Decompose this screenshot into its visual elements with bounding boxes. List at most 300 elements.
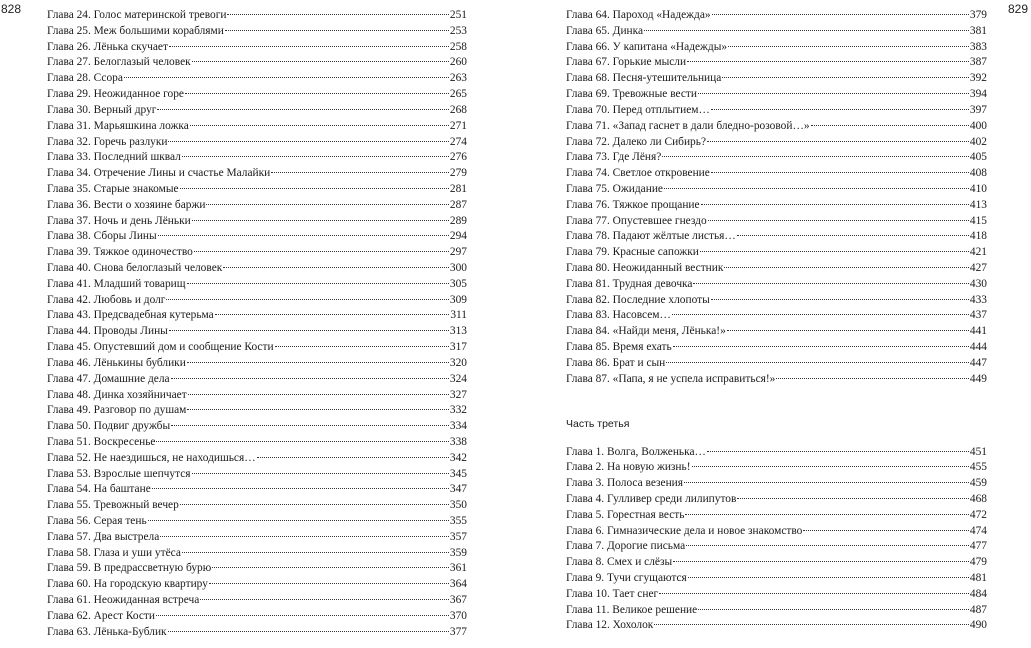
dot-leader (182, 552, 449, 553)
page-number: 490 (969, 619, 987, 632)
page-number: 338 (449, 435, 467, 448)
dot-leader (166, 299, 448, 300)
dot-leader (168, 631, 449, 632)
dot-leader (148, 520, 449, 521)
dot-leader (662, 156, 969, 157)
chapter-title: Глава 36. Вести о хозяине баржи (47, 198, 206, 211)
page-number: 294 (449, 230, 467, 243)
toc-entry (566, 24, 987, 40)
toc-entry (566, 87, 987, 103)
dot-leader (737, 498, 969, 499)
toc-entry (566, 372, 987, 388)
page-number: 468 (969, 492, 987, 505)
page-number: 279 (449, 167, 467, 180)
chapter-title: Глава 79. Красные сапожки (566, 246, 699, 259)
page-number: 418 (969, 230, 987, 243)
chapter-title: Глава 68. Песня-утешительница (566, 72, 722, 85)
page-number: 345 (449, 467, 467, 480)
toc-entry (566, 555, 987, 571)
toc-entry (566, 119, 987, 135)
toc-entry (47, 546, 467, 562)
dot-leader (698, 93, 969, 94)
chapter-title: Глава 29. Неожиданное горе (47, 88, 184, 101)
chapter-title: Глава 31. Марьяшкина ложка (47, 119, 189, 132)
dot-leader (711, 299, 969, 300)
chapter-title: Глава 1. Волга, Волженька… (566, 445, 706, 458)
page-number: 324 (449, 372, 467, 385)
page-number: 274 (449, 135, 467, 148)
dot-leader (180, 188, 449, 189)
page-number: 397 (969, 103, 987, 116)
toc-entry (47, 166, 467, 182)
chapter-title: Глава 27. Белоглазый человек (47, 56, 191, 69)
chapter-title: Глава 4. Гулливер среди лилипутов (566, 492, 737, 505)
page-number: 347 (449, 483, 467, 496)
toc-entry (566, 308, 987, 324)
dot-leader (654, 624, 969, 625)
toc-entry (47, 514, 467, 530)
dot-leader (711, 109, 969, 110)
chapter-title: Глава 32. Горечь разлуки (47, 135, 168, 148)
chapter-title: Глава 76. Тяжкое прощание (566, 198, 700, 211)
chapter-title: Глава 86. Брат и сын (566, 356, 666, 369)
toc-entry (47, 419, 467, 435)
page-number: 334 (449, 420, 467, 433)
chapter-title: Глава 10. Тает снег (566, 587, 659, 600)
dot-leader (275, 346, 449, 347)
dot-leader (673, 346, 969, 347)
chapter-title: Глава 33. Последний шквал (47, 151, 181, 164)
toc-entry (47, 40, 467, 56)
chapter-title: Глава 52. Не наездишься, не находишься… (47, 451, 256, 464)
toc-entry (47, 482, 467, 498)
toc-entry (47, 135, 467, 151)
dot-leader (811, 125, 969, 126)
toc-entry (47, 261, 467, 277)
chapter-title: Глава 3. Полоса везения (566, 477, 684, 490)
page-number: 402 (969, 135, 987, 148)
page-number: 370 (449, 609, 467, 622)
toc-entry (566, 508, 987, 524)
chapter-title: Глава 35. Старые знакомые (47, 182, 179, 195)
chapter-title: Глава 73. Где Лёня? (566, 151, 662, 164)
dot-leader (206, 204, 448, 205)
dot-leader (200, 599, 449, 600)
chapter-title: Глава 70. Перед отплытием… (566, 103, 710, 116)
chapter-title: Глава 8. Смех и слёзы (566, 556, 673, 569)
chapter-title: Глава 87. «Папа, я не успела исправиться!» (566, 372, 776, 385)
toc-entry (47, 87, 467, 103)
toc-entry (47, 435, 467, 451)
toc-entry (47, 451, 467, 467)
dot-leader (157, 109, 448, 110)
toc-entry (47, 372, 467, 388)
dot-leader (659, 593, 969, 594)
toc-entry (47, 182, 467, 198)
dot-leader (693, 283, 968, 284)
page-number: 350 (449, 499, 467, 512)
chapter-title: Глава 51. Воскресенье (47, 435, 156, 448)
page-number: 271 (449, 119, 467, 132)
page-number: 415 (969, 214, 987, 227)
page-number: 481 (969, 572, 987, 584)
toc-entry (47, 403, 467, 419)
chapter-title: Глава 11. Великое решение (566, 603, 698, 616)
chapter-title: Глава 85. Время ехать (566, 341, 672, 354)
dot-leader (708, 220, 969, 221)
dot-leader (156, 615, 449, 616)
page-number: 437 (969, 309, 987, 322)
page-number: 309 (449, 293, 467, 306)
toc-entry (566, 55, 987, 71)
chapter-title: Глава 42. Любовь и долг (47, 293, 166, 306)
toc-entry (566, 198, 987, 214)
page-number: 281 (449, 182, 467, 195)
page-number: 451 (969, 445, 987, 458)
chapter-title: Глава 66. У капитана «Надежды» (566, 40, 728, 53)
dot-leader (803, 530, 969, 531)
toc-entry (47, 308, 467, 324)
chapter-title: Глава 78. Падают жёлтые листья… (566, 230, 736, 243)
dot-leader (700, 251, 969, 252)
chapter-title: Глава 56. Серая тень (47, 515, 147, 527)
toc-entry (566, 135, 987, 151)
dot-leader (156, 441, 448, 442)
toc-entry (47, 55, 467, 71)
dot-leader (724, 267, 969, 268)
chapter-title: Глава 77. Опустевшее гнездо (566, 214, 707, 227)
dot-leader (673, 561, 969, 562)
page-number: 357 (449, 530, 467, 543)
toc-entry (566, 324, 987, 340)
dot-leader (666, 362, 969, 363)
dot-leader (707, 451, 969, 452)
page-number: 479 (969, 556, 987, 569)
chapter-title: Глава 72. Далеко ли Сибирь? (566, 135, 707, 148)
toc-entry (47, 8, 467, 24)
chapter-title: Глава 12. Хохолок (566, 619, 654, 632)
page-number: 287 (449, 198, 467, 211)
dot-leader (225, 30, 449, 31)
chapter-title: Глава 80. Неожиданный вестник (566, 262, 724, 274)
page-number: 447 (969, 356, 987, 369)
page-number: 459 (969, 477, 987, 490)
chapter-title: Глава 25. Меж большими кораблями (47, 24, 224, 37)
dot-leader (664, 188, 969, 189)
page-number: 265 (449, 88, 467, 101)
dot-leader (685, 514, 968, 515)
toc-entry (566, 587, 987, 603)
chapter-title: Глава 9. Тучи сгущаются (566, 572, 687, 584)
dot-leader (672, 314, 969, 315)
dot-leader (688, 577, 969, 578)
chapter-title: Глава 28. Ссора (47, 72, 123, 85)
dot-leader (192, 473, 449, 474)
page-number: 367 (449, 594, 467, 607)
page-number: 251 (449, 9, 467, 21)
chapter-title: Глава 50. Подвиг дружбы (47, 420, 171, 433)
chapter-title: Глава 43. Предсвадебная кутерьма (47, 309, 214, 322)
toc-entry (47, 625, 467, 641)
page-number: 433 (969, 293, 987, 306)
chapter-title: Глава 44. Проводы Лины (47, 325, 168, 338)
page-number: 410 (969, 182, 987, 195)
toc-entry (566, 603, 987, 619)
page-number: 300 (449, 262, 467, 274)
page-number: 387 (969, 56, 987, 69)
dot-leader (271, 172, 449, 173)
page-number: 449 (969, 372, 987, 385)
dot-leader (737, 235, 969, 236)
dot-leader (168, 141, 448, 142)
toc-entry (566, 618, 987, 634)
page-number: 313 (449, 325, 467, 338)
toc-entry (47, 150, 467, 166)
dot-leader (215, 314, 450, 315)
toc-entry (566, 445, 987, 461)
page-number: 427 (969, 262, 987, 274)
toc-entry (566, 356, 987, 372)
chapter-title: Глава 65. Динка (566, 24, 644, 37)
toc-entry (47, 388, 467, 404)
page-number: 311 (450, 309, 467, 322)
page-number: 359 (449, 546, 467, 559)
chapter-title: Глава 83. Насовсем… (566, 309, 671, 322)
dot-leader (711, 172, 969, 173)
dot-leader (187, 283, 449, 284)
dot-leader (701, 204, 969, 205)
page-number: 383 (969, 40, 987, 53)
page-number: 405 (969, 151, 987, 164)
page-number-left: 828 (1, 2, 22, 16)
toc-column-left (47, 8, 467, 641)
toc-entry (566, 40, 987, 56)
page-number: 364 (449, 578, 467, 591)
chapter-title: Глава 57. Два выстрела (47, 530, 160, 543)
chapter-title: Глава 63. Лёнька-Бублик (47, 625, 167, 638)
page-number: 394 (969, 88, 987, 101)
toc-entry (47, 324, 467, 340)
chapter-title: Глава 69. Тревожные вести (566, 88, 697, 101)
dot-leader (194, 251, 449, 252)
page-number: 430 (969, 277, 987, 290)
page-number: 297 (449, 246, 467, 259)
toc-entry (47, 467, 467, 483)
toc-entry (566, 182, 987, 198)
toc-entry (566, 293, 987, 309)
chapter-title: Глава 30. Верный друг (47, 103, 157, 116)
page-number-right: 829 (1007, 2, 1028, 16)
toc-entry (566, 150, 987, 166)
page-number: 342 (449, 451, 467, 464)
dot-leader (182, 156, 449, 157)
page-number: 392 (969, 72, 987, 85)
dot-leader (712, 14, 969, 15)
chapter-title: Глава 6. Гимназические дела и новое знакомство (566, 524, 803, 537)
dot-leader (169, 330, 449, 331)
dot-leader (776, 378, 969, 379)
toc-entry (566, 460, 987, 476)
toc-entry (566, 277, 987, 293)
toc-entry (47, 214, 467, 230)
page-number: 327 (449, 388, 467, 401)
chapter-title: Глава 45. Опустевший дом и сообщение Кости (47, 341, 274, 354)
dot-leader (707, 141, 969, 142)
toc-entry (566, 571, 987, 587)
chapter-title: Глава 75. Ожидание (566, 182, 663, 195)
page-number: 268 (449, 103, 467, 116)
toc-entry (47, 609, 467, 625)
page-number: 477 (969, 540, 987, 553)
toc-entry (566, 166, 987, 182)
dot-leader (169, 46, 449, 47)
chapter-title: Глава 62. Арест Кости (47, 609, 155, 622)
page-number: 487 (969, 603, 987, 616)
chapter-title: Глава 2. На новую жизнь! (566, 461, 691, 474)
dot-leader (257, 457, 449, 458)
chapter-title: Глава 64. Пароход «Надежда» (566, 9, 711, 21)
part-three-heading: Часть третья (566, 417, 630, 430)
dot-leader (212, 567, 449, 568)
page-number: 408 (969, 167, 987, 180)
page-number: 289 (449, 214, 467, 227)
dot-leader (187, 362, 449, 363)
toc-entry (566, 245, 987, 261)
chapter-title: Глава 48. Динка хозяйничает (47, 388, 187, 401)
chapter-title: Глава 58. Глаза и уши утёса (47, 546, 181, 559)
dot-leader (722, 77, 969, 78)
chapter-title: Глава 53. Взрослые шепчутся (47, 467, 191, 480)
page-number: 355 (449, 515, 467, 527)
chapter-title: Глава 82. Последние хлопоты (566, 293, 710, 306)
page-number: 253 (449, 24, 467, 37)
chapter-title: Глава 54. На баштане (47, 483, 151, 496)
chapter-title: Глава 59. В предрассветную бурю (47, 562, 212, 575)
toc-entry (47, 24, 467, 40)
toc-entry (47, 71, 467, 87)
dot-leader (692, 466, 969, 467)
page-number: 413 (969, 198, 987, 211)
toc-entry (47, 593, 467, 609)
chapter-title: Глава 74. Светлое откровение (566, 167, 710, 180)
dot-leader (187, 409, 449, 410)
page-number: 484 (969, 587, 987, 600)
dot-leader (158, 235, 449, 236)
page-number: 421 (969, 246, 987, 259)
toc-entry (566, 476, 987, 492)
dot-leader (190, 125, 449, 126)
page-number: 276 (449, 151, 467, 164)
chapter-title: Глава 38. Сборы Лины (47, 230, 157, 243)
chapter-title: Глава 7. Дорогие письма (566, 540, 686, 553)
page-number: 472 (969, 508, 987, 521)
chapter-title: Глава 47. Домашние дела (47, 372, 170, 385)
toc-entry (47, 229, 467, 245)
page-number: 263 (449, 72, 467, 85)
dot-leader (209, 583, 449, 584)
toc-entry (47, 103, 467, 119)
page-number: 455 (969, 461, 987, 474)
toc-entry (47, 577, 467, 593)
chapter-title: Глава 81. Трудная девочка (566, 277, 693, 290)
toc-entry (566, 229, 987, 245)
chapter-title: Глава 49. Разговор по душам (47, 404, 187, 417)
chapter-title: Глава 61. Неожиданная встреча (47, 594, 200, 607)
dot-leader (192, 220, 449, 221)
page-number: 474 (969, 524, 987, 537)
chapter-title: Глава 84. «Найди меня, Лёнька!» (566, 325, 726, 338)
page-number: 381 (969, 24, 987, 37)
chapter-title: Глава 55. Тревожный вечер (47, 499, 179, 512)
toc-entry (566, 71, 987, 87)
dot-leader (698, 609, 969, 610)
toc-entry (566, 214, 987, 230)
toc-list-part-two-end (566, 8, 987, 388)
dot-leader (192, 61, 449, 62)
dot-leader (686, 545, 969, 546)
page-number: 317 (449, 341, 467, 354)
toc-entry (566, 261, 987, 277)
chapter-title: Глава 24. Голос материнской тревоги (47, 9, 227, 21)
dot-leader (227, 14, 448, 15)
chapter-title: Глава 60. На городскую квартиру (47, 578, 208, 591)
dot-leader (684, 482, 969, 483)
toc-entry (47, 245, 467, 261)
chapter-title: Глава 67. Горькие мысли (566, 56, 687, 69)
chapter-title: Глава 26. Лёнька скучает (47, 40, 168, 53)
toc-entry (47, 119, 467, 135)
dot-leader (727, 330, 969, 331)
dot-leader (728, 46, 969, 47)
toc-list-part-three (566, 445, 987, 635)
dot-leader (152, 488, 449, 489)
chapter-title: Глава 5. Горестная весть (566, 508, 685, 521)
page-number: 320 (449, 356, 467, 369)
toc-entry (47, 340, 467, 356)
chapter-title: Глава 39. Тяжкое одиночество (47, 246, 193, 259)
chapter-title: Глава 71. «Запад гаснет в дали бледно-розовой…» (566, 119, 810, 132)
chapter-title: Глава 34. Отречение Лины и счастье Малайки (47, 167, 271, 180)
dot-leader (180, 504, 449, 505)
toc-entry (47, 356, 467, 372)
dot-leader (188, 394, 449, 395)
page-number: 260 (449, 56, 467, 69)
page-number: 258 (449, 40, 467, 53)
toc-entry (47, 293, 467, 309)
toc-entry (47, 198, 467, 214)
toc-entry (47, 277, 467, 293)
toc-entry (566, 524, 987, 540)
chapter-title: Глава 41. Младший товарищ (47, 277, 186, 290)
page-number: 379 (969, 9, 987, 21)
toc-entry (566, 539, 987, 555)
toc-entry (47, 498, 467, 514)
toc-entry (566, 103, 987, 119)
dot-leader (185, 93, 449, 94)
toc-entry (47, 561, 467, 577)
toc-entry (47, 530, 467, 546)
page-number: 361 (449, 562, 467, 575)
dot-leader (171, 425, 449, 426)
toc-entry (566, 340, 987, 356)
toc-entry (566, 492, 987, 508)
page-number: 400 (969, 119, 987, 132)
dot-leader (171, 378, 449, 379)
chapter-title: Глава 46. Лёнькины бублики (47, 356, 186, 369)
dot-leader (644, 30, 969, 31)
page-number: 444 (969, 341, 987, 354)
chapter-title: Глава 40. Снова белоглазый человек (47, 262, 223, 274)
